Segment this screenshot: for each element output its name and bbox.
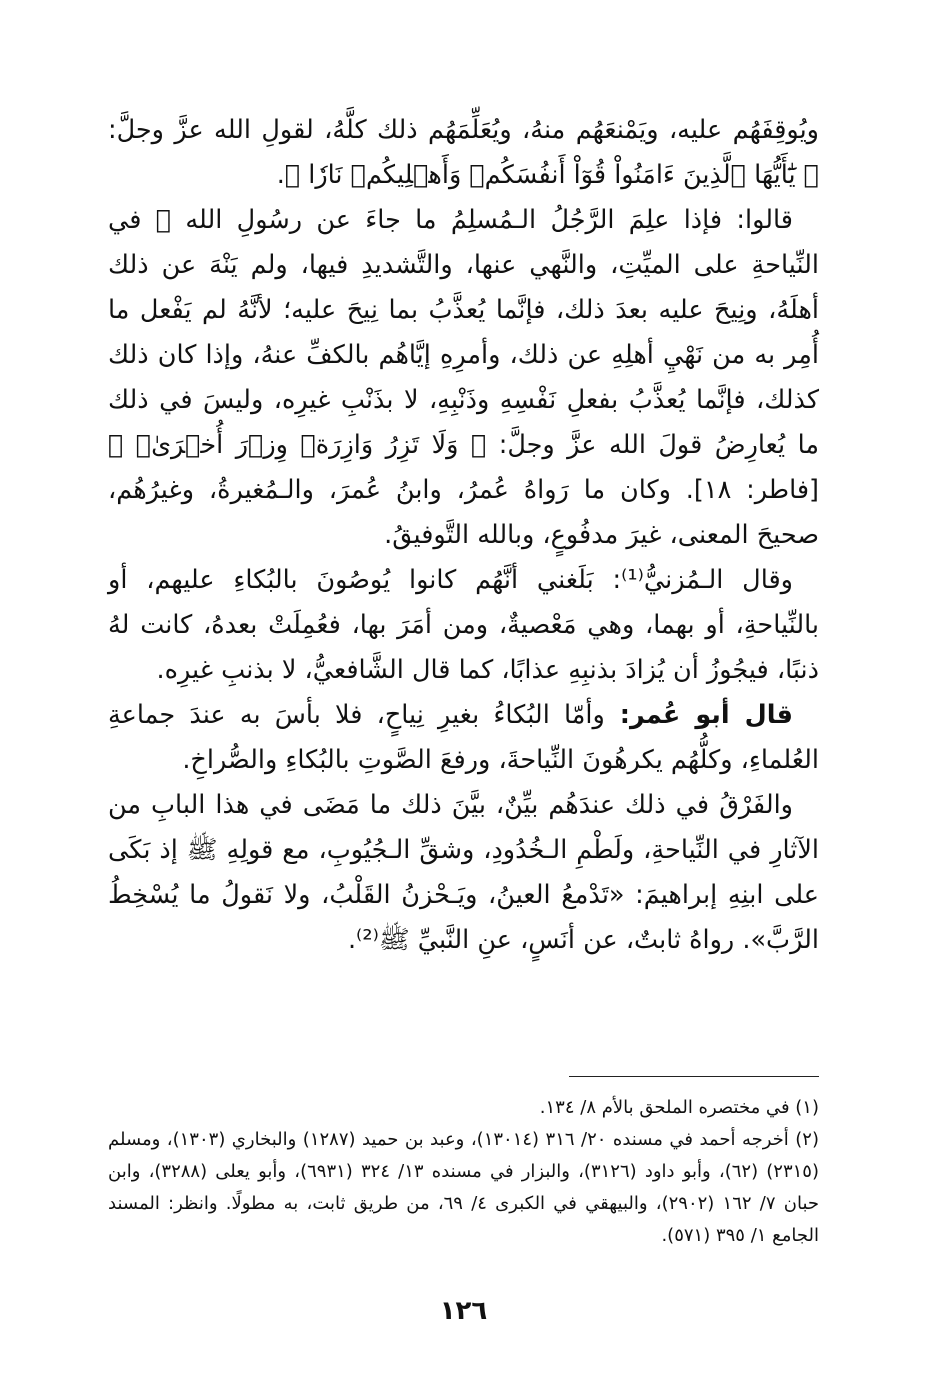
paragraph-4 (108, 693, 819, 783)
paragraph-4-text: وأمّا البُكاءُ بغيرِ نِياحٍ، فلا بأسَ به عندَ جماعةِ العُلماءِ، وكلُّهُم يكرهُونَ النِّياحةَ، ورفعَ الصَّوتِ بالبُكاءِ والصُّراخِ. (108, 700, 819, 775)
paragraph-5-text: والفَرْقُ في ذلك عندَهُم بيِّنٌ، بيَّنَ ذلك ما مَضَى في هذا البابِ من الآثارِ في النِّياحةِ، ولَطْمِ الـخُدُودِ، وشقِّ الـجُيُوبِ، مع قولِهِ ﷺ إذ بَكَى على ابنِهِ إبراهيمَ: «تَدْمعُ العينُ، ويَـحْزنُ القَلْبُ، ولا نَقولُ ما يُسْخِطُ الرَّبَّ». رواهُ ثابتٌ، عن أنَسٍ، عنِ النَّبيِّ ﷺ⁽²⁾. (108, 790, 819, 955)
footnotes (108, 1092, 819, 1252)
page-number: ١٢٦ (439, 1296, 488, 1326)
paragraph-1 (108, 108, 819, 198)
paragraph-3 (108, 558, 819, 693)
paragraph-4-lead: قال أبو عُمر: (604, 700, 793, 730)
paragraph-2 (108, 198, 819, 558)
footnote-2: (٢) أخرجه أحمد في مسنده ٢٠/ ٣١٦ (١٣٠١٤)، وعبد بن حميد (١٢٨٧) والبخاري (١٣٠٣)، ومسلم (٢٣١٥) (٦٢)، وأبو داود (٣١٢٦)، والبزار في مسنده ١٣/ ٣٢٤ (٦٩٣١)، وأبو يعلى (٣٢٨٨)، وابن حبان ٧/ ١٦٢ (٢٩٠٢)، والبيهقي في الكبرى ٤/ ٦٩، من طريق ثابت، به مطولًا. وانظر: المسند الجامع ١/ ٣٩٥ (٥٧١). (108, 1129, 820, 1246)
main-text (108, 108, 819, 963)
footnote-divider (569, 1076, 819, 1077)
paragraph-1-text: ويُوقِفَهُم عليه، ويَمْنعَهُم منهُ، ويُعَلِّمَهُم ذلك كلَّهُ، لقولِ الله عزَّ وجلَّ: ﴿ يَٰٓأَيُّهَا ٱلَّذِينَ ءَامَنُواْ قُوٓاْ أَنفُسَكُمۡ وَأَهۡلِيكُمۡ نَارٗا ﴾. (108, 115, 819, 190)
footnote-1: (١) في مختصره الملحق بالأم ٨/ ١٣٤. (539, 1097, 819, 1118)
paragraph-3-text: وقال الـمُزنيُّ⁽¹⁾: بَلَغني أنَّهُم كانوا يُوصُونَ بالبُكاءِ عليهم، أو بالنِّياحةِ، أو بهما، وهي مَعْصيةٌ، ومن أمَرَ بها، فعُمِلَتْ بعدهُ، كانت لهُ ذنبًا، فيجُوزُ أن يُزادَ بذنبِهِ عذابًا، كما قال الشَّافعيُّ، لا بذنبِ غيرِه. (108, 565, 819, 685)
paragraph-2-text: قالوا: فإذا علِمَ الرَّجُلُ الـمُسلِمُ ما جاءَ عن رسُولِ الله ﷺ في النِّياحةِ على الميِّتِ، والنَّهي عنها، والتَّشديدِ فيها، ولم يَنْهَ عن ذلك أهلَهُ، ونِيحَ عليه بعدَ ذلك، فإنَّما يُعذَّبُ بما نِيحَ عليه؛ لأنَّهُ لم يَفْعل ما أُمِر به من نَهْيِ أهلِهِ عن ذلك، وأمرِهِ إيَّاهُم بالكفِّ عنهُ، وإذا كان ذلك كذلك، فإنَّما يُعذَّبُ بفعلِ نَفْسِهِ وذَنْبِهِ، لا بذَنْبِ غيرِه، وليسَ في ذلك ما يُعارِضُ قولَ الله عزَّ وجلَّ: ﴿ وَلَا تَزِرُ وَازِرَةٞ وِزۡرَ أُخۡرَىٰۚ ﴾ [فاطر: ١٨]. وكان ما رَواهُ عُمرُ، وابنُ عُمرَ، والـمُغيرةُ، وغيرُهُم، صحيحَ المعنى، غيرَ مدفُوعٍ، وبالله التَّوفيقُ. (108, 205, 819, 550)
paragraph-5 (108, 783, 819, 963)
